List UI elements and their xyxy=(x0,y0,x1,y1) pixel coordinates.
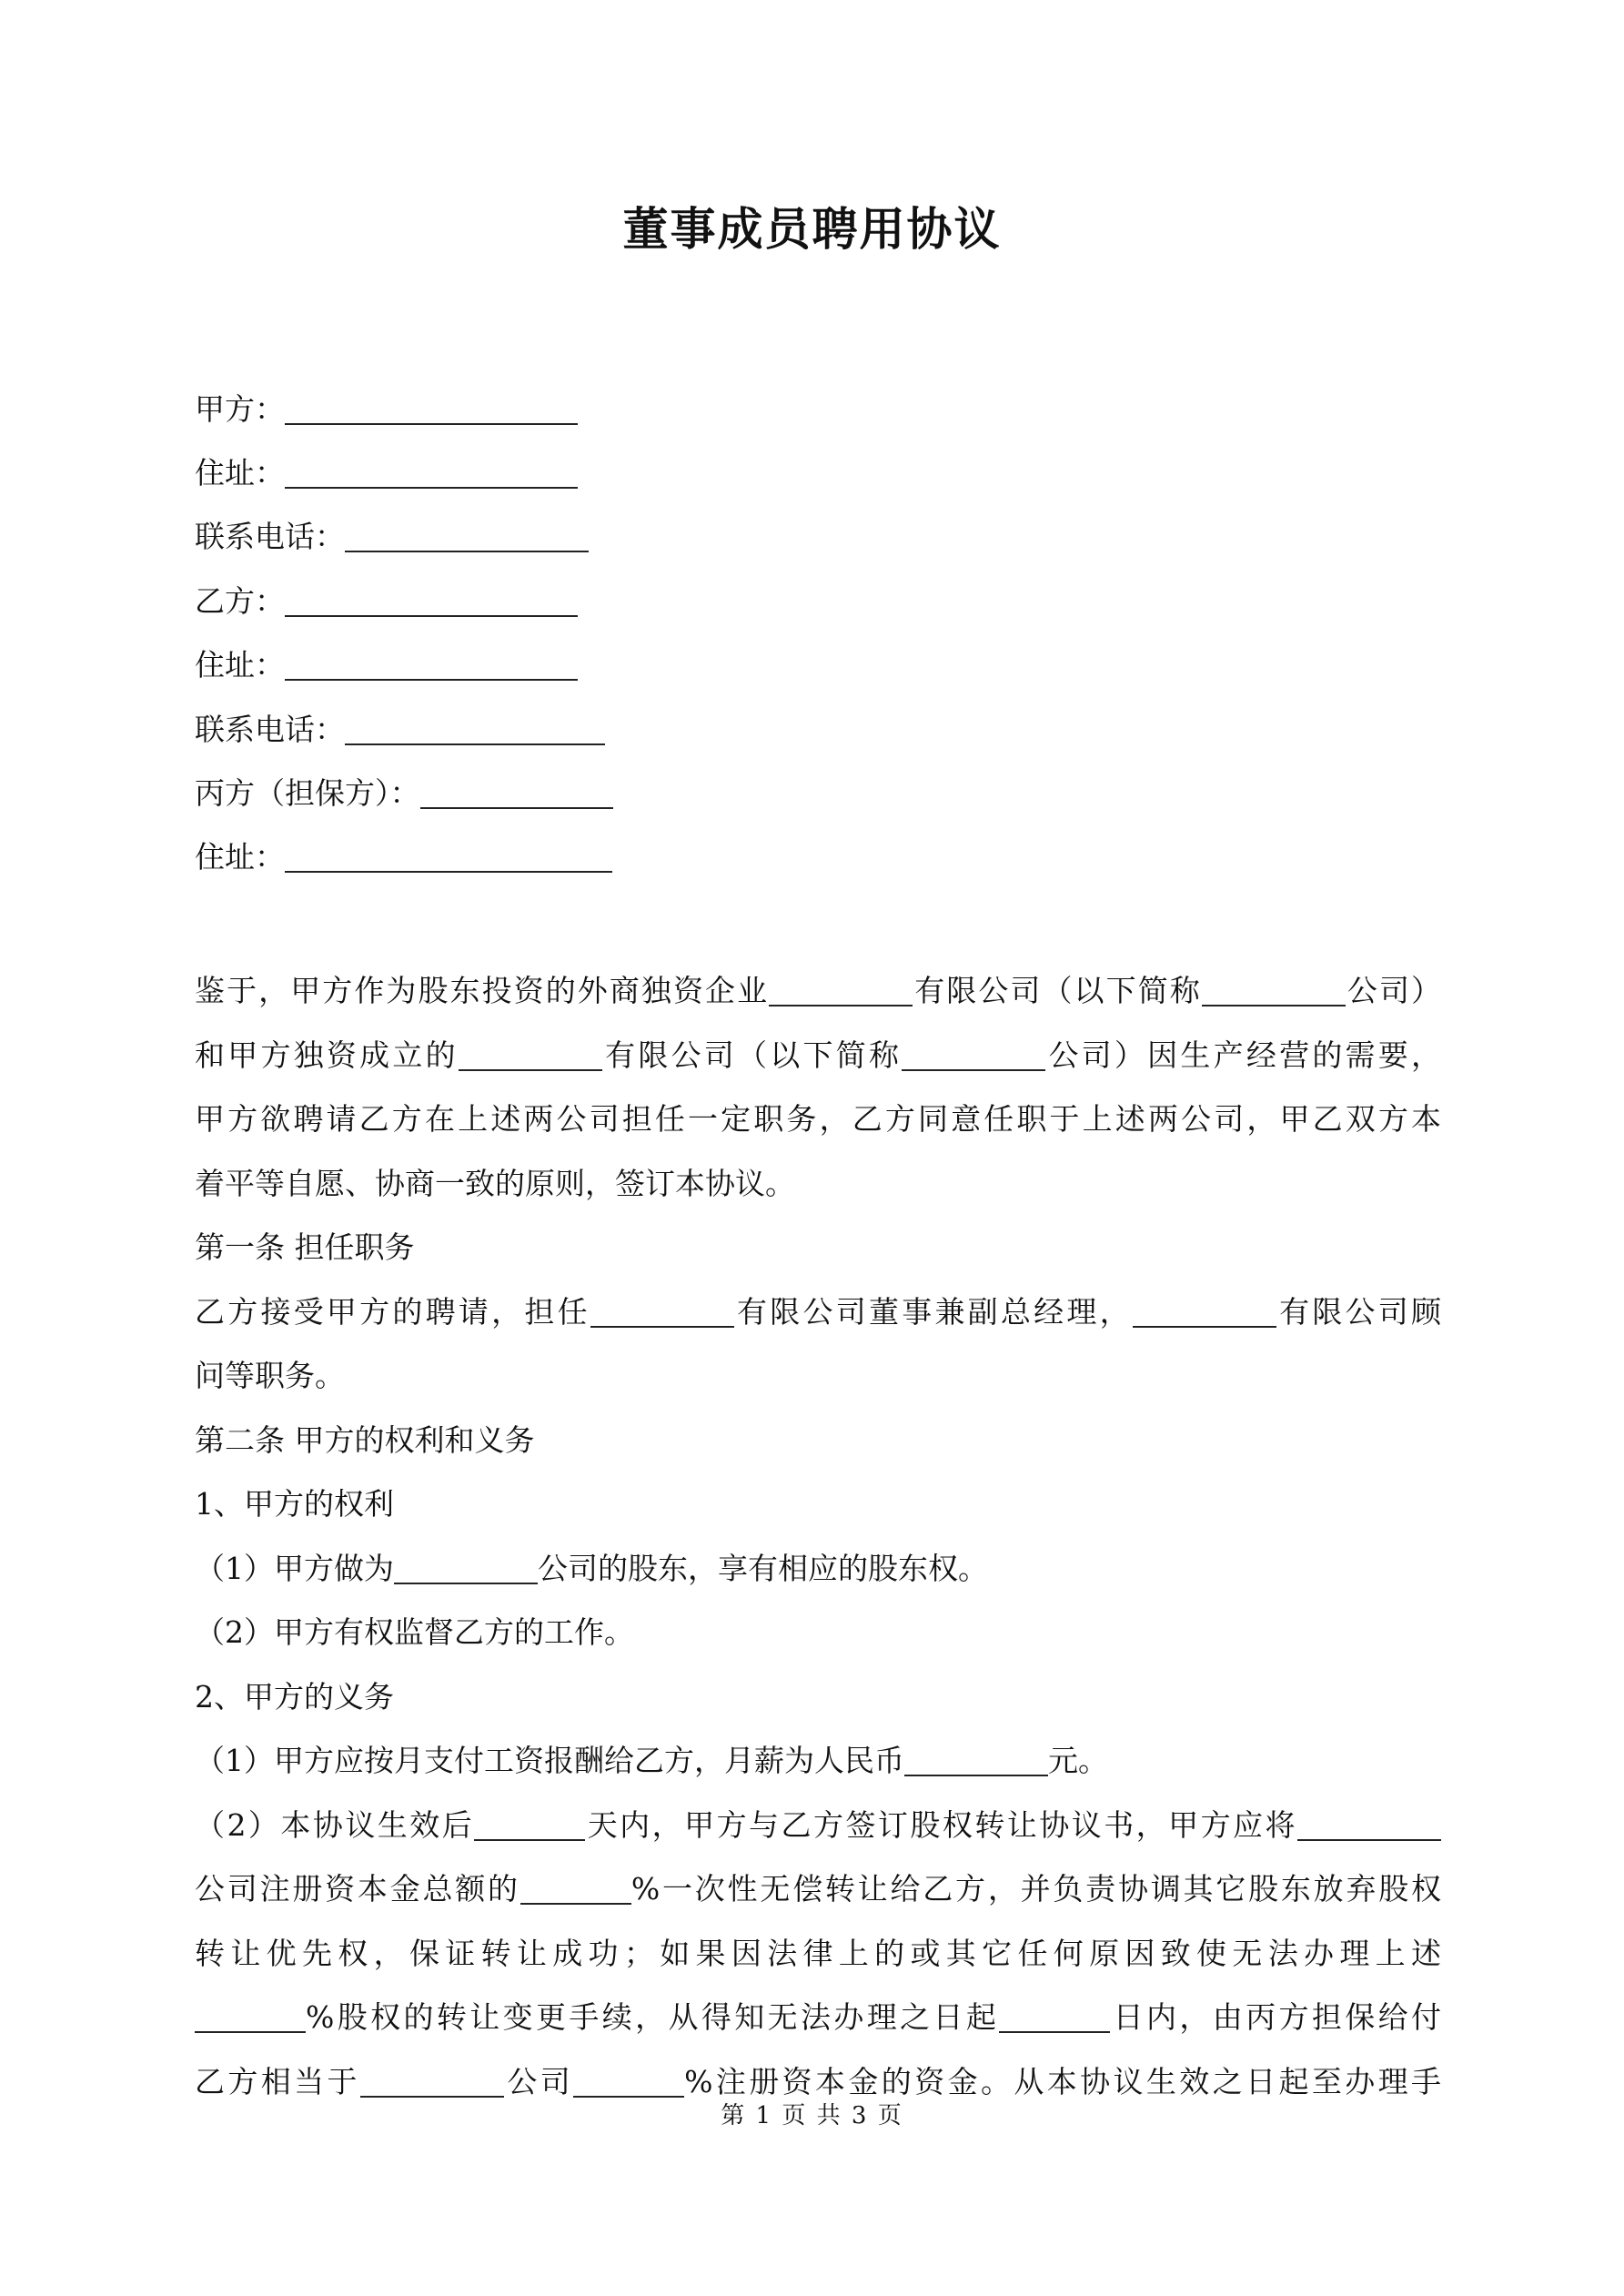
preamble-text: 公司） xyxy=(1345,973,1442,1008)
article-text: 乙方相当于 xyxy=(195,2063,360,2099)
article-text: 公司注册资本金总额的 xyxy=(195,1871,520,1907)
article-1-line-2: 问等职务。 xyxy=(195,1358,345,1393)
party-b-address-line xyxy=(195,647,578,683)
days-blank xyxy=(474,1812,585,1841)
article-text: 有限公司董事兼副总经理， xyxy=(733,1293,1133,1330)
article-text: 有限公司顾 xyxy=(1276,1293,1442,1330)
article-text: 日内，由丙方担保给付 xyxy=(1110,1999,1442,2035)
party-a-phone-line xyxy=(195,519,589,555)
rights-item-2: （2）甲方有权监督乙方的工作。 xyxy=(195,1614,634,1650)
company-blank xyxy=(394,1555,538,1584)
company-blank xyxy=(360,2068,504,2098)
article-text: （1）甲方做为 xyxy=(195,1550,394,1586)
article-text: %股权的转让变更手续，从得知无法办理之日起 xyxy=(306,1999,1000,2035)
party-b-phone-blank xyxy=(345,716,605,745)
party-c-line xyxy=(195,775,613,812)
article-text: %注册资本金的资金。从本协议生效之日起至办理手 xyxy=(684,2063,1442,2099)
company-short-blank xyxy=(1202,977,1346,1006)
rights-heading: 1、甲方的权利 xyxy=(195,1486,394,1522)
party-c-address-blank xyxy=(285,844,612,873)
party-c-address-label: 住址： xyxy=(195,839,285,875)
article-2-heading: 第二条 甲方的权利和义务 xyxy=(195,1421,535,1458)
article-text: 公司 xyxy=(503,2063,574,2099)
party-b-address-label: 住址： xyxy=(195,647,285,683)
preamble-text: 和甲方独资成立的 xyxy=(195,1037,459,1073)
article-text: 元。 xyxy=(1048,1743,1108,1778)
preamble-text: 公司）因生产经营的需要， xyxy=(1045,1037,1442,1073)
preamble-line-2 xyxy=(195,1024,1441,1088)
preamble-text: 有限公司（以下简称 xyxy=(601,1037,903,1073)
percent-blank xyxy=(520,1876,631,1905)
article-text: （1）甲方应按月支付工资报酬给乙方，月薪为人民币 xyxy=(195,1743,904,1778)
party-b-phone-label: 联系电话： xyxy=(195,712,345,747)
percent-blank xyxy=(573,2068,684,2098)
party-b-blank xyxy=(285,588,578,617)
article-text: %一次性无偿转让给乙方，并负责协调其它股东放弃股权 xyxy=(630,1871,1442,1907)
company-blank xyxy=(769,977,913,1006)
party-a-label: 甲方： xyxy=(195,391,285,427)
article-1-heading: 第一条 担任职务 xyxy=(195,1229,415,1265)
party-a-address-blank xyxy=(285,460,578,489)
party-a-address-line xyxy=(195,455,578,491)
duties-item-2-line-3: 转让优先权，保证转让成功；如果因法律上的或其它任何原因致使无法办理上述 xyxy=(195,1935,1441,1971)
party-b-line xyxy=(195,583,578,620)
agreement-body xyxy=(195,959,1441,2114)
rights-item-1 xyxy=(195,1537,1441,1602)
company-blank xyxy=(1297,1812,1441,1841)
party-b-address-blank xyxy=(285,652,578,681)
party-a-address-label: 住址： xyxy=(195,455,285,491)
party-b-phone-line xyxy=(195,712,605,748)
company-short-blank xyxy=(902,1042,1045,1071)
party-b-label: 乙方： xyxy=(195,583,285,619)
duties-item-2-line-1 xyxy=(195,1794,1441,1858)
party-c-address-line xyxy=(195,839,612,875)
preamble-line-3: 甲方欲聘请乙方在上述两公司担任一定职务，乙方同意任职于上述两公司，甲乙双方本 xyxy=(195,1101,1441,1137)
preamble-text: 鉴于，甲方作为股东投资的外商独资企业 xyxy=(195,973,770,1008)
company-blank xyxy=(590,1299,734,1328)
party-a-line xyxy=(195,391,578,428)
duties-item-1 xyxy=(195,1729,1441,1794)
article-text: 公司的股东，享有相应的股东权。 xyxy=(538,1550,988,1586)
page-number: 第 1 页 共 3 页 xyxy=(721,2102,903,2129)
duties-item-2-line-2 xyxy=(195,1857,1441,1922)
article-text: 乙方接受甲方的聘请，担任 xyxy=(195,1293,590,1330)
duties-heading: 2、甲方的义务 xyxy=(195,1678,394,1714)
preamble-line-4: 着平等自愿、协商一致的原则，签订本协议。 xyxy=(195,1165,795,1201)
duties-item-2-line-4 xyxy=(195,1986,1441,2050)
preamble-text: 有限公司（以下简称 xyxy=(913,973,1202,1008)
days-blank xyxy=(999,2004,1110,2033)
article-text: 天内，甲方与乙方签订股权转让协议书，甲方应将 xyxy=(585,1806,1297,1843)
page-title: 董事成员聘用协议 xyxy=(622,202,1002,256)
party-a-phone-blank xyxy=(345,523,589,552)
company-blank xyxy=(459,1042,602,1071)
company-blank xyxy=(1133,1299,1276,1328)
percent-blank xyxy=(195,2004,306,2033)
article-1-line-1 xyxy=(195,1280,1441,1345)
party-c-label: 丙方（担保方）： xyxy=(195,775,420,811)
party-c-blank xyxy=(420,780,613,809)
preamble-line-1 xyxy=(195,959,1441,1024)
party-a-phone-label: 联系电话： xyxy=(195,519,345,554)
party-a-blank xyxy=(285,396,578,425)
article-text: （2）本协议生效后 xyxy=(195,1806,475,1843)
salary-blank xyxy=(904,1747,1048,1776)
